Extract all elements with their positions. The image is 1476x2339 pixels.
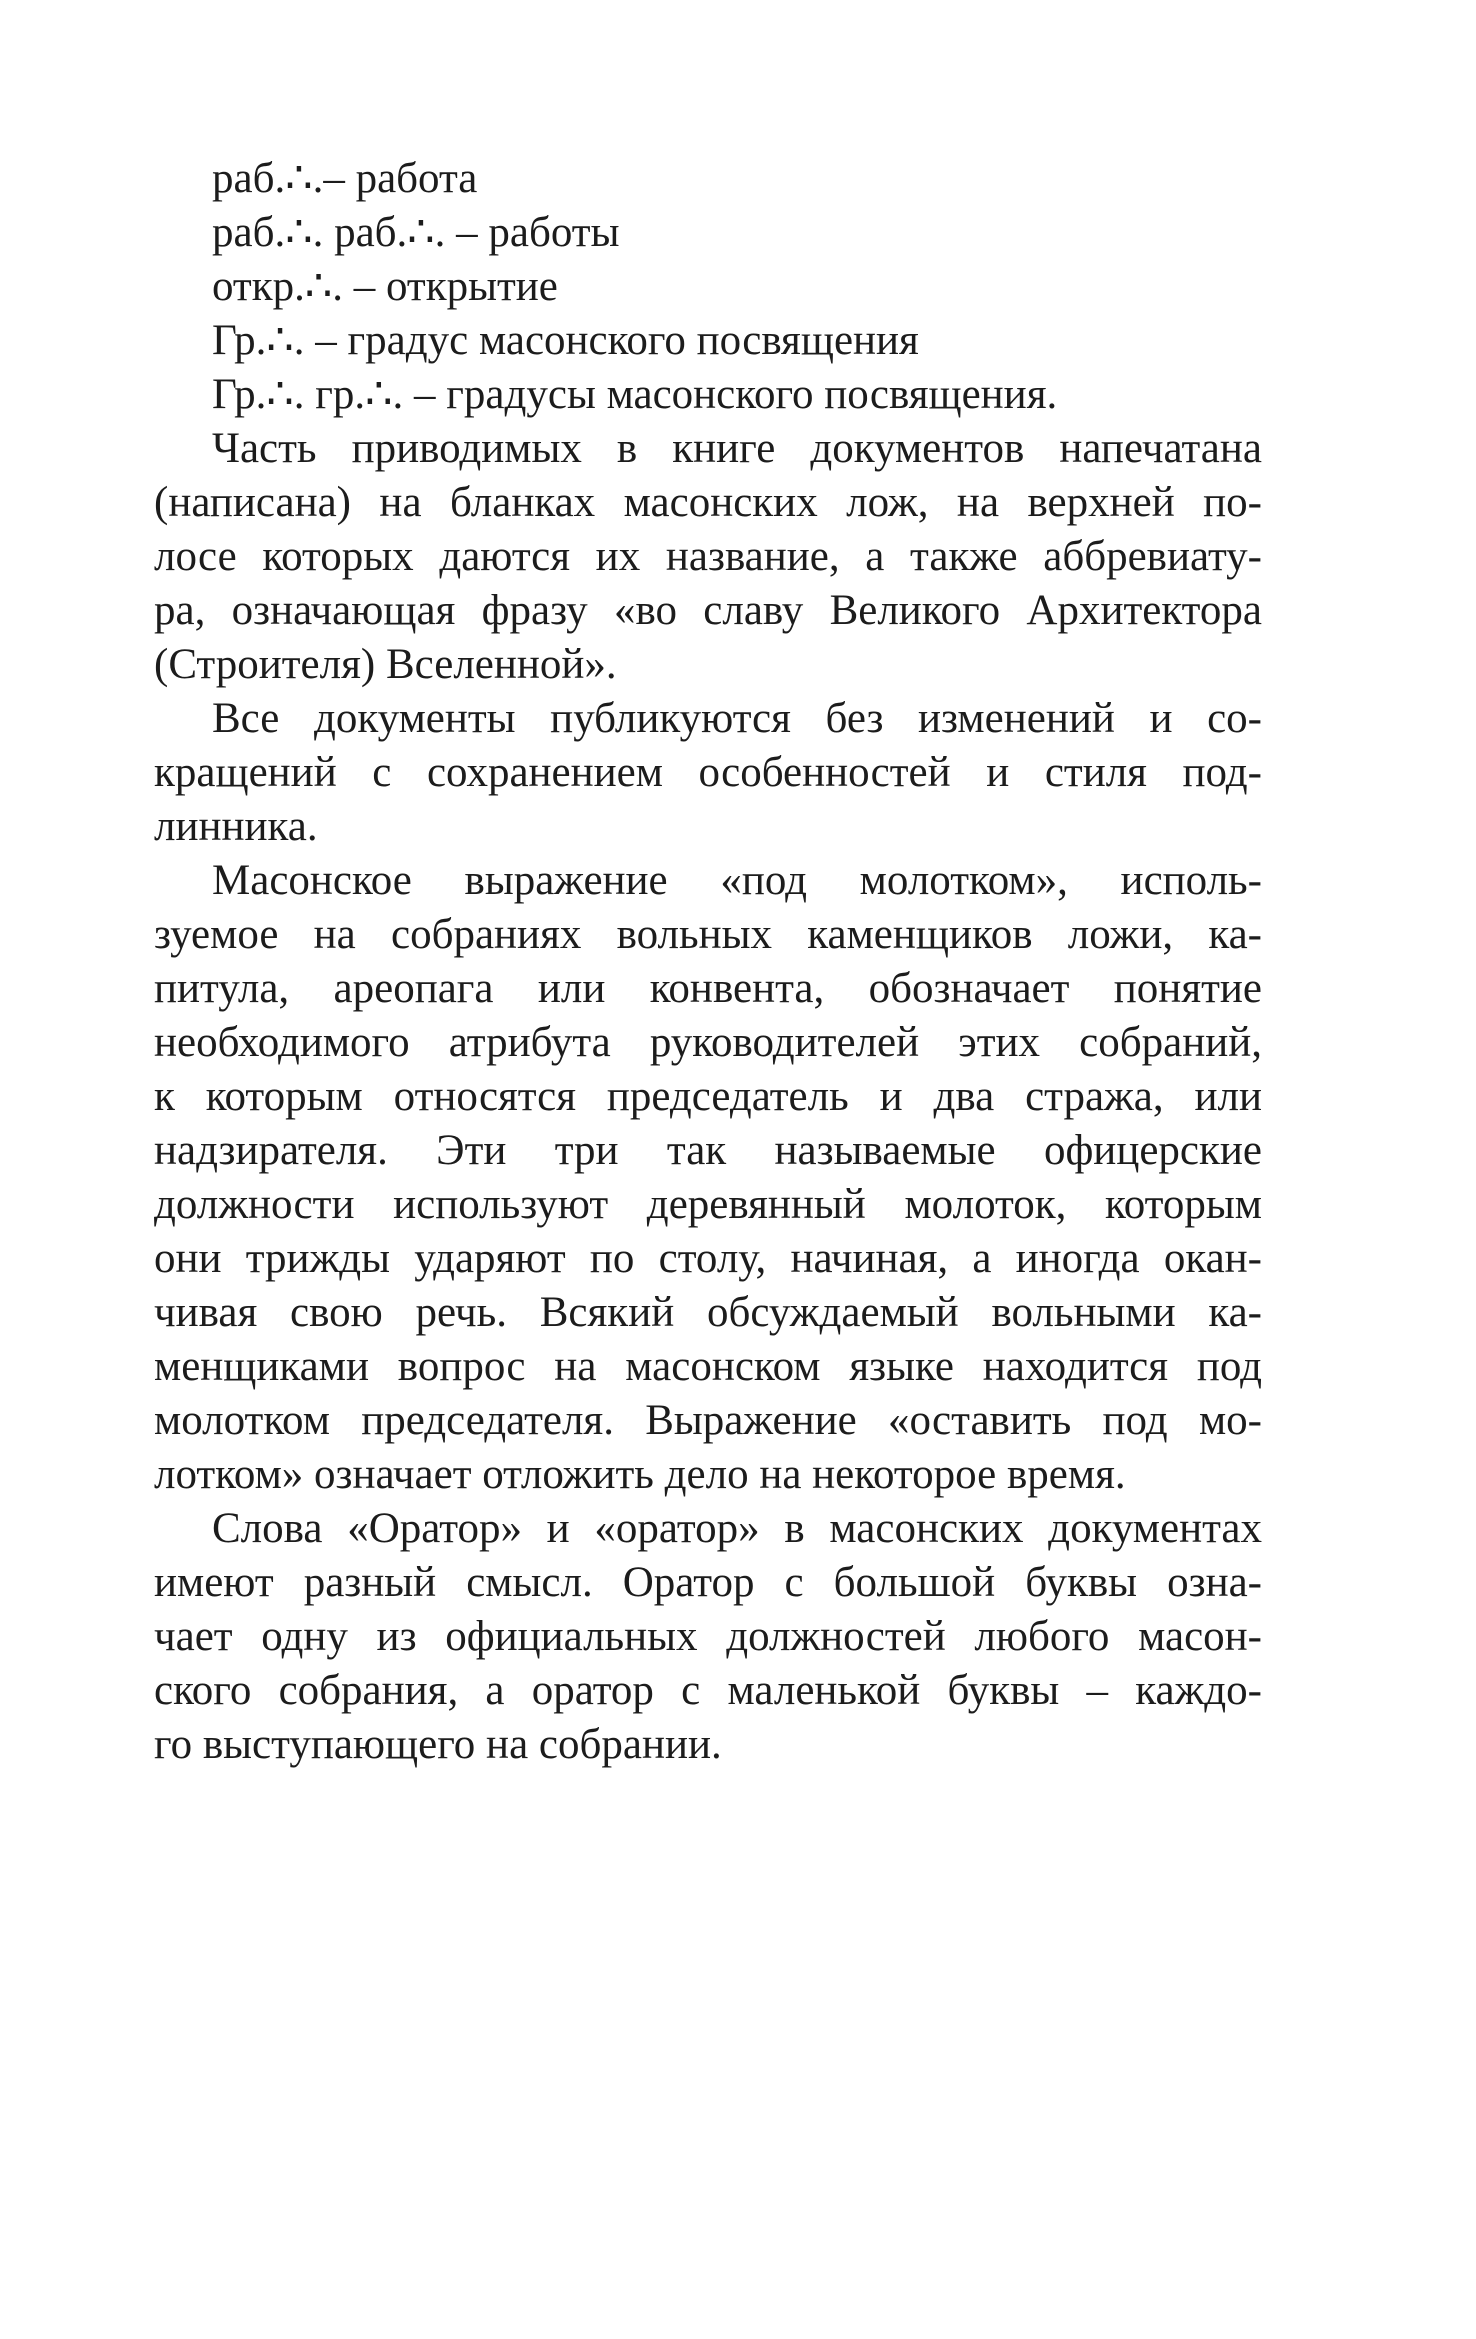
paragraph-publication-note xyxy=(154,692,1262,854)
abbreviation-item: Гр.∴. – градус масонского посвящения xyxy=(212,317,919,364)
abbreviation-item: раб.∴.– работа xyxy=(212,155,478,202)
abbreviation-item: Гр.∴. гр.∴. – градусы масонского посвящения. xyxy=(212,371,1058,418)
text-line: питула, ареопага или конвента, обозначает понятие xyxy=(154,965,1262,1012)
text-line: кращений с сохранением особенностей и стиля под- xyxy=(154,749,1262,796)
abbreviation-item: раб.∴. раб.∴. – работы xyxy=(212,209,620,256)
text-line: необходимого атрибута руководителей этих собраний, xyxy=(154,1019,1262,1066)
paragraph-orator xyxy=(154,1502,1262,1772)
text-line: к которым относятся председатель и два стража, или xyxy=(154,1073,1262,1120)
text-line: должности используют деревянный молоток, которым xyxy=(154,1181,1262,1228)
paragraph-letterheads xyxy=(154,422,1262,692)
text-line: лотком» означает отложить дело на некоторое время. xyxy=(154,1451,1126,1498)
text-line: молотком председателя. Выражение «оставить под мо- xyxy=(154,1397,1262,1444)
text-line: имеют разный смысл. Оратор с большой буквы озна- xyxy=(154,1559,1262,1606)
text-line: (Строителя) Вселенной». xyxy=(154,641,617,688)
abbreviation-list xyxy=(154,152,1262,422)
text-line: ра, означающая фразу «во славу Великого Архитектора xyxy=(154,587,1262,634)
page-body xyxy=(154,152,1262,1772)
text-line: чивая свою речь. Всякий обсуждаемый вольными ка- xyxy=(154,1289,1262,1336)
paragraph-under-the-gavel xyxy=(154,854,1262,1502)
text-line: ского собрания, а оратор с маленькой буквы – каждо- xyxy=(154,1667,1262,1714)
text-line: Слова «Оратор» и «оратор» в масонских документах xyxy=(212,1505,1262,1552)
text-line: Масонское выражение «под молотком», исполь- xyxy=(212,857,1262,904)
text-line: зуемое на собраниях вольных каменщиков ложи, ка- xyxy=(154,911,1262,958)
text-line: менщиками вопрос на масонском языке находится под xyxy=(154,1343,1262,1390)
text-line: надзирателя. Эти три так называемые офицерские xyxy=(154,1127,1262,1174)
abbreviation-item: откр.∴. – открытие xyxy=(212,263,558,310)
text-line: Часть приводимых в книге документов напечатана xyxy=(212,425,1262,472)
text-line: они трижды ударяют по столу, начиная, а иногда окан- xyxy=(154,1235,1262,1282)
text-line: лосе которых даются их название, а также аббревиату- xyxy=(154,533,1262,580)
text-line: (написана) на бланках масонских лож, на верхней по- xyxy=(154,479,1262,526)
text-line: чает одну из официальных должностей любого масон- xyxy=(154,1613,1262,1660)
text-line: го выступающего на собрании. xyxy=(154,1721,722,1768)
text-line: Все документы публикуются без изменений и со- xyxy=(212,695,1262,742)
text-line: линника. xyxy=(154,803,318,850)
